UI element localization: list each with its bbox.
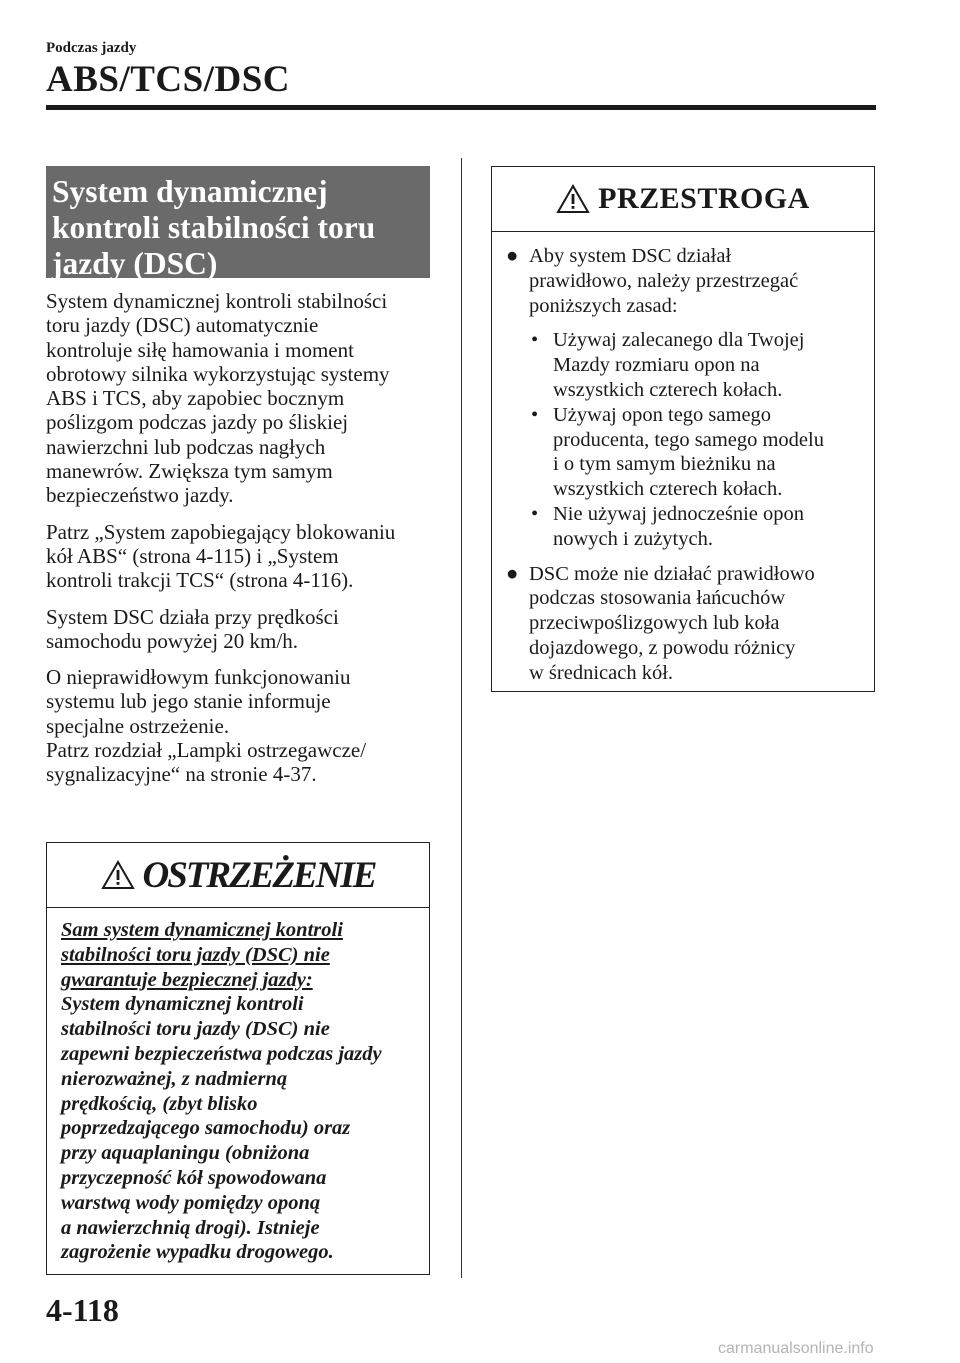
sub-bullet-icon: • xyxy=(531,329,539,352)
sub-bullet-icon: • xyxy=(531,403,539,426)
caution-subitem xyxy=(506,328,874,402)
text-line: poślizgom podczas jazdy po śliskiej xyxy=(46,410,349,435)
text-line: samochodu powyżej 20 km/h. xyxy=(46,628,298,653)
caution-subitem xyxy=(506,502,874,552)
text-line: toru jazdy (DSC) automatycznie xyxy=(46,313,319,338)
caution-line: Aby system DSC działał xyxy=(529,245,732,267)
text-line: manewrów. Zwiększa tym samym xyxy=(46,459,333,484)
warning-heading-line: Sam system dynamicznej kontroli xyxy=(61,919,343,941)
warning-text-line: przy aquaplaningu (obniżona xyxy=(61,1142,310,1165)
text-line: System dynamicznej kontroli stabilności xyxy=(46,289,388,313)
bullet-icon: ● xyxy=(506,562,519,585)
section-label: Podczas jazdy xyxy=(46,40,137,56)
text-line: System DSC działa przy prędkości xyxy=(46,604,339,629)
caution-line: wszystkich czterech kołach. xyxy=(553,378,783,401)
caution-line: Używaj opon tego samego xyxy=(553,403,772,426)
caution-body xyxy=(492,232,874,686)
section-heading-line: kontroli stabilności toru xyxy=(52,210,376,245)
caution-line: Nie używaj jednocześnie opon xyxy=(553,502,805,525)
warning-header xyxy=(47,843,429,908)
section-heading xyxy=(46,166,430,281)
warning-text-line: a nawierzchnią drogi). Istnieje xyxy=(61,1216,320,1239)
caution-line: w średnicach kół. xyxy=(529,661,674,684)
warning-text-line: zagrożenie wypadku drogowego. xyxy=(61,1241,334,1264)
paragraph-references xyxy=(46,520,441,593)
caution-item xyxy=(506,562,874,686)
caution-subitem xyxy=(506,403,874,502)
warning-title: OSTRZEŻENIE xyxy=(142,854,376,896)
caution-line: wszystkich czterech kołach. xyxy=(553,478,783,501)
warning-text-line: zapewni bezpieczeństwa podczas jazdy xyxy=(61,1042,382,1065)
warning-body xyxy=(47,908,429,1265)
caution-line: przeciwpoślizgowych lub koła xyxy=(529,612,780,635)
text-line: Patrz rozdział „Lampki ostrzegawcze/ xyxy=(46,738,367,763)
paragraph-intro xyxy=(46,289,441,508)
caution-line: prawidłowo, należy przestrzegać xyxy=(529,269,799,292)
text-line: kół ABS“ (strona 4-115) i „System xyxy=(46,543,339,568)
caution-box xyxy=(491,166,875,692)
caution-subitems xyxy=(506,328,874,551)
text-line: Patrz „System zapobiegający blokowaniu xyxy=(46,519,396,544)
warning-box xyxy=(46,842,430,1275)
caution-header xyxy=(492,167,874,232)
text-line: ABS i TCS, aby zapobiec bocznym xyxy=(46,386,345,411)
caution-line: DSC może nie działać prawidłowo xyxy=(529,562,815,585)
caution-line: Mazdy rozmiaru opon na xyxy=(553,354,760,377)
text-line: kontroluje siłę hamowania i moment xyxy=(46,337,354,362)
caution-line: dojazdowego, z powodu różnicy xyxy=(529,636,796,659)
sub-bullet-icon: • xyxy=(531,502,539,525)
text-line: systemu lub jego stanie informuje xyxy=(46,689,331,714)
warning-text-line: poprzedzającego samochodu) oraz xyxy=(61,1117,351,1140)
caution-title: PRZESTROGA xyxy=(598,182,810,215)
warning-text-line: stabilności toru jazdy (DSC) nie xyxy=(61,1018,330,1041)
column-divider xyxy=(461,158,462,1278)
paragraph-speed xyxy=(46,605,441,654)
caution-line: podczas stosowania łańcuchów xyxy=(529,587,786,610)
caution-line: i o tym samym bieżniku na xyxy=(553,453,776,476)
bullet-icon: ● xyxy=(506,245,519,267)
page-title: ABS/TCS/DSC xyxy=(46,59,291,100)
caution-line: poniższych zasad: xyxy=(529,294,678,317)
text-line: bezpieczeństwo jazdy. xyxy=(46,483,234,508)
watermark: carmanualsonline.info xyxy=(718,1340,874,1357)
warning-triangle-icon xyxy=(556,184,590,214)
section-heading-line: jazdy (DSC) xyxy=(52,246,218,281)
section-heading-line: System dynamicznej xyxy=(52,174,328,209)
text-line: O nieprawidłowym funkcjonowaniu xyxy=(46,665,351,690)
text-line: sygnalizacyjne“ na stronie 4-37. xyxy=(46,762,317,787)
caution-line: nowych i zużytych. xyxy=(553,527,713,550)
caution-line: Używaj zalecanego dla Twojej xyxy=(553,329,805,352)
warning-text-line: przyczepność kół spowodowana xyxy=(61,1166,327,1189)
warning-text-line: System dynamicznej kontroli xyxy=(61,993,304,1016)
text-line: specjalne ostrzeżenie. xyxy=(46,713,230,738)
header-rule xyxy=(46,105,876,110)
warning-text-line: warstwą wody pomiędzy oponą xyxy=(61,1191,321,1214)
warning-heading-line: gwarantuje bezpiecznej jazdy: xyxy=(61,968,313,991)
paragraph-malfunction xyxy=(46,665,441,786)
warning-heading-line: stabilności toru jazdy (DSC) nie xyxy=(61,943,330,966)
text-line: obrotowy silnika wykorzystując systemy xyxy=(46,361,390,386)
warning-text-line: nierozważnej, z nadmierną xyxy=(61,1067,288,1090)
text-line: kontroli trakcji TCS“ (strona 4-116). xyxy=(46,568,354,593)
warning-text-line: prędkością, (zbyt blisko xyxy=(61,1092,258,1115)
page-number: 4-118 xyxy=(46,1292,119,1328)
caution-line: producenta, tego samego modelu xyxy=(553,428,824,451)
text-line: nawierzchni lub podczas nagłych xyxy=(46,434,326,459)
body-text xyxy=(46,289,441,799)
caution-item xyxy=(506,244,874,318)
warning-triangle-icon xyxy=(101,860,135,890)
